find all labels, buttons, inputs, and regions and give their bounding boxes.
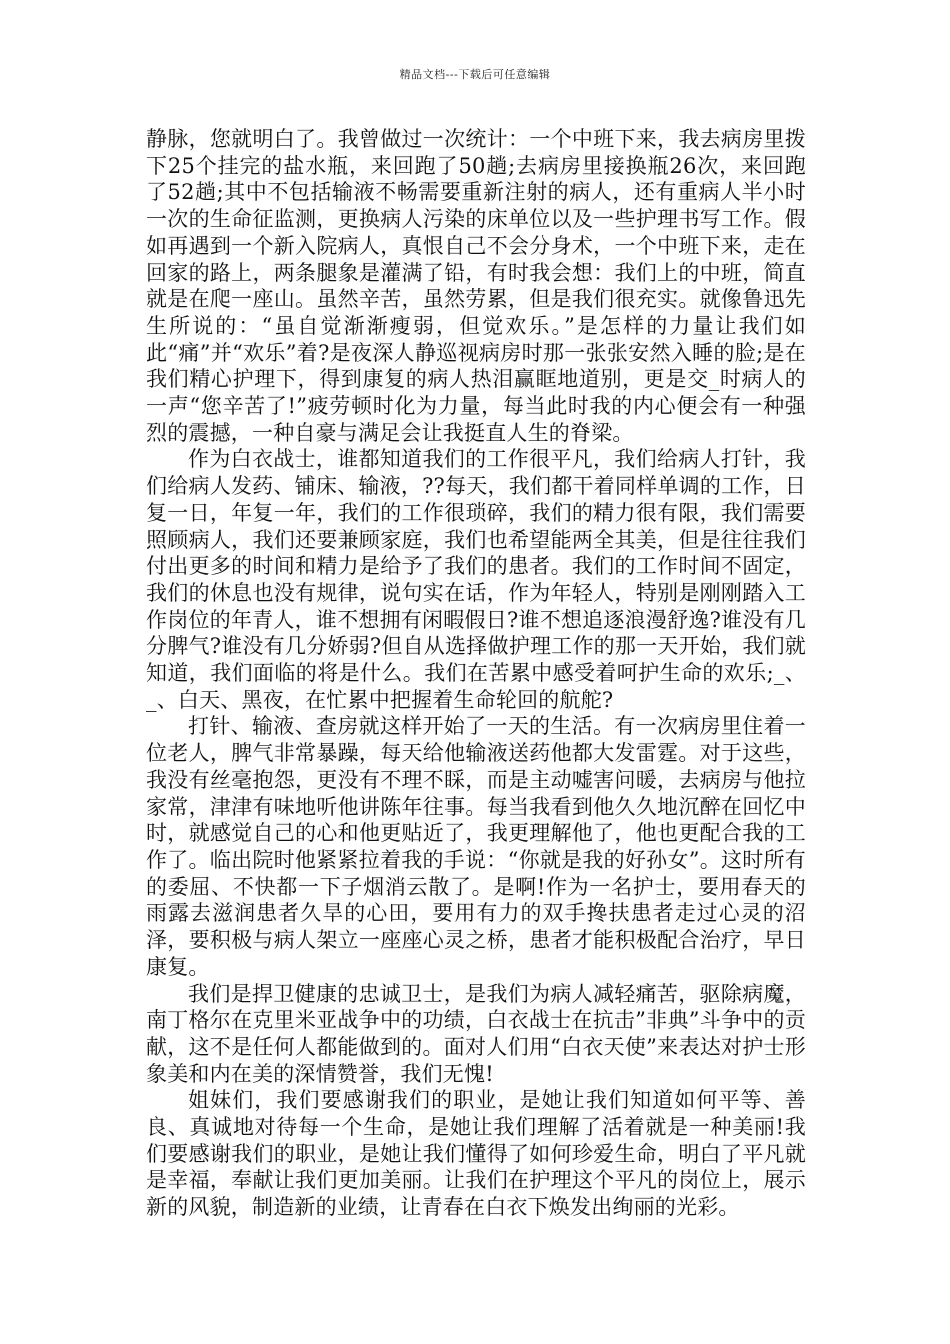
paragraph-5: 姐妹们，我们要感谢我们的职业，是她让我们知道如何平等、善良、真诚地对待每一个生命，是她让我们理解了活着就是一种美丽!我们要感谢我们的职业，是她让我们懂得了如何珍爱生命，明白了平凡就是幸福，奉献让我们更加美丽。让我们在护理这个平凡的岗位上，展示新的风貌，制造新的业绩，让青春在白衣下焕发出绚丽的光彩。 [146,1088,806,1220]
document-body [146,126,806,1221]
paragraph-3: 打针、输液、查房就这样开始了一天的生活。有一次病房里住着一位老人，脾气非常暴躁，每天给他输液送药他都大发雷霆。对于这些，我没有丝毫抱怨，更没有不理不睬，而是主动嘘害问暖，去病房与他拉家常，津津有味地听他讲陈年往事。每当我看到他久久地沉醉在回忆中时，就感觉自己的心和他更贴近了，我更理解他了，他也更配合我的工作了。临出院时他紧紧拉着我的手说：“你就是我的好孙女”。这时所有的委屈、不快都一下子烟消云散了。是啊!作为一名护士，要用春天的雨露去滋润患者久旱的心田，要用有力的双手搀扶患者走过心灵的沼泽，要积极与病人架立一座座心灵之桥，患者才能积极配合治疗，早日康复。 [146,714,806,979]
paragraph-4: 我们是捍卫健康的忠诚卫士，是我们为病人减轻痛苦，驱除病魔，南丁格尔在克里米亚战争中的功绩，白衣战士在抗击”非典”斗争中的贡献，这不是任何人都能做到的。面对人们用“白衣天使”来表达对护士形象美和内在美的深情赞誉，我们无愧! [146,981,806,1086]
paragraph-2: 作为白衣战士，谁都知道我们的工作很平凡，我们给病人打针，我们给病人发药、铺床、输液，??每天，我们都干着同样单调的工作，日复一日，年复一年，我们的工作很琐碎，我们的精力很有限，我们需要照顾病人，我们还要兼顾家庭，我们也希望能两全其美，但是往往我们付出更多的时间和精力是给予了我们的患者。我们的工作时间不固定，我们的休息也没有规律，说句实在话，作为年轻人，特别是刚刚踏入工作岗位的年青人，谁不想拥有闲暇假日?谁不想追逐浪漫舒逸?谁没有几分脾气?谁没有几分娇弱?但自从选择做护理工作的那一天开始，我们就知道，我们面临的将是什么。我们在苦累中感受着呵护生命的欢乐;_、_、白天、黑夜，在忙累中把握着生命轮回的航舵? [146,447,806,712]
paragraph-1: 静脉，您就明白了。我曾做过一次统计：一个中班下来，我去病房里拨下25个挂完的盐水瓶，来回跑了50趟;去病房里接换瓶26次，来回跑了52趟;其中不包括输液不畅需要重新注射的病人，还有重病人半小时一次的生命征监测，更换病人污染的床单位以及一些护理书写工作。假如再遇到一个新入院病人，真恨自己不会分身术，一个中班下来，走在回家的路上，两条腿象是灌满了铅，有时我会想：我们上的中班，简直就是在爬一座山。虽然辛苦，虽然劳累，但是我们很充实。就像鲁迅先生所说的：“虽自觉渐渐瘦弱，但觉欢乐。”是怎样的力量让我们如此“痛”并“欢乐”着?是夜深人静巡视病房时那一张张安然入睡的脸;是在我们精心护理下，得到康复的病人热泪赢眶地道别，更是交_时病人的一声“您辛苦了!”疲劳顿时化为力量，每当此时我的内心便会有一种强烈的震撼，一种自豪与满足会让我挺直人生的脊梁。 [146,127,806,445]
page-header: 精品文档---下载后可任意编辑 [399,68,551,81]
